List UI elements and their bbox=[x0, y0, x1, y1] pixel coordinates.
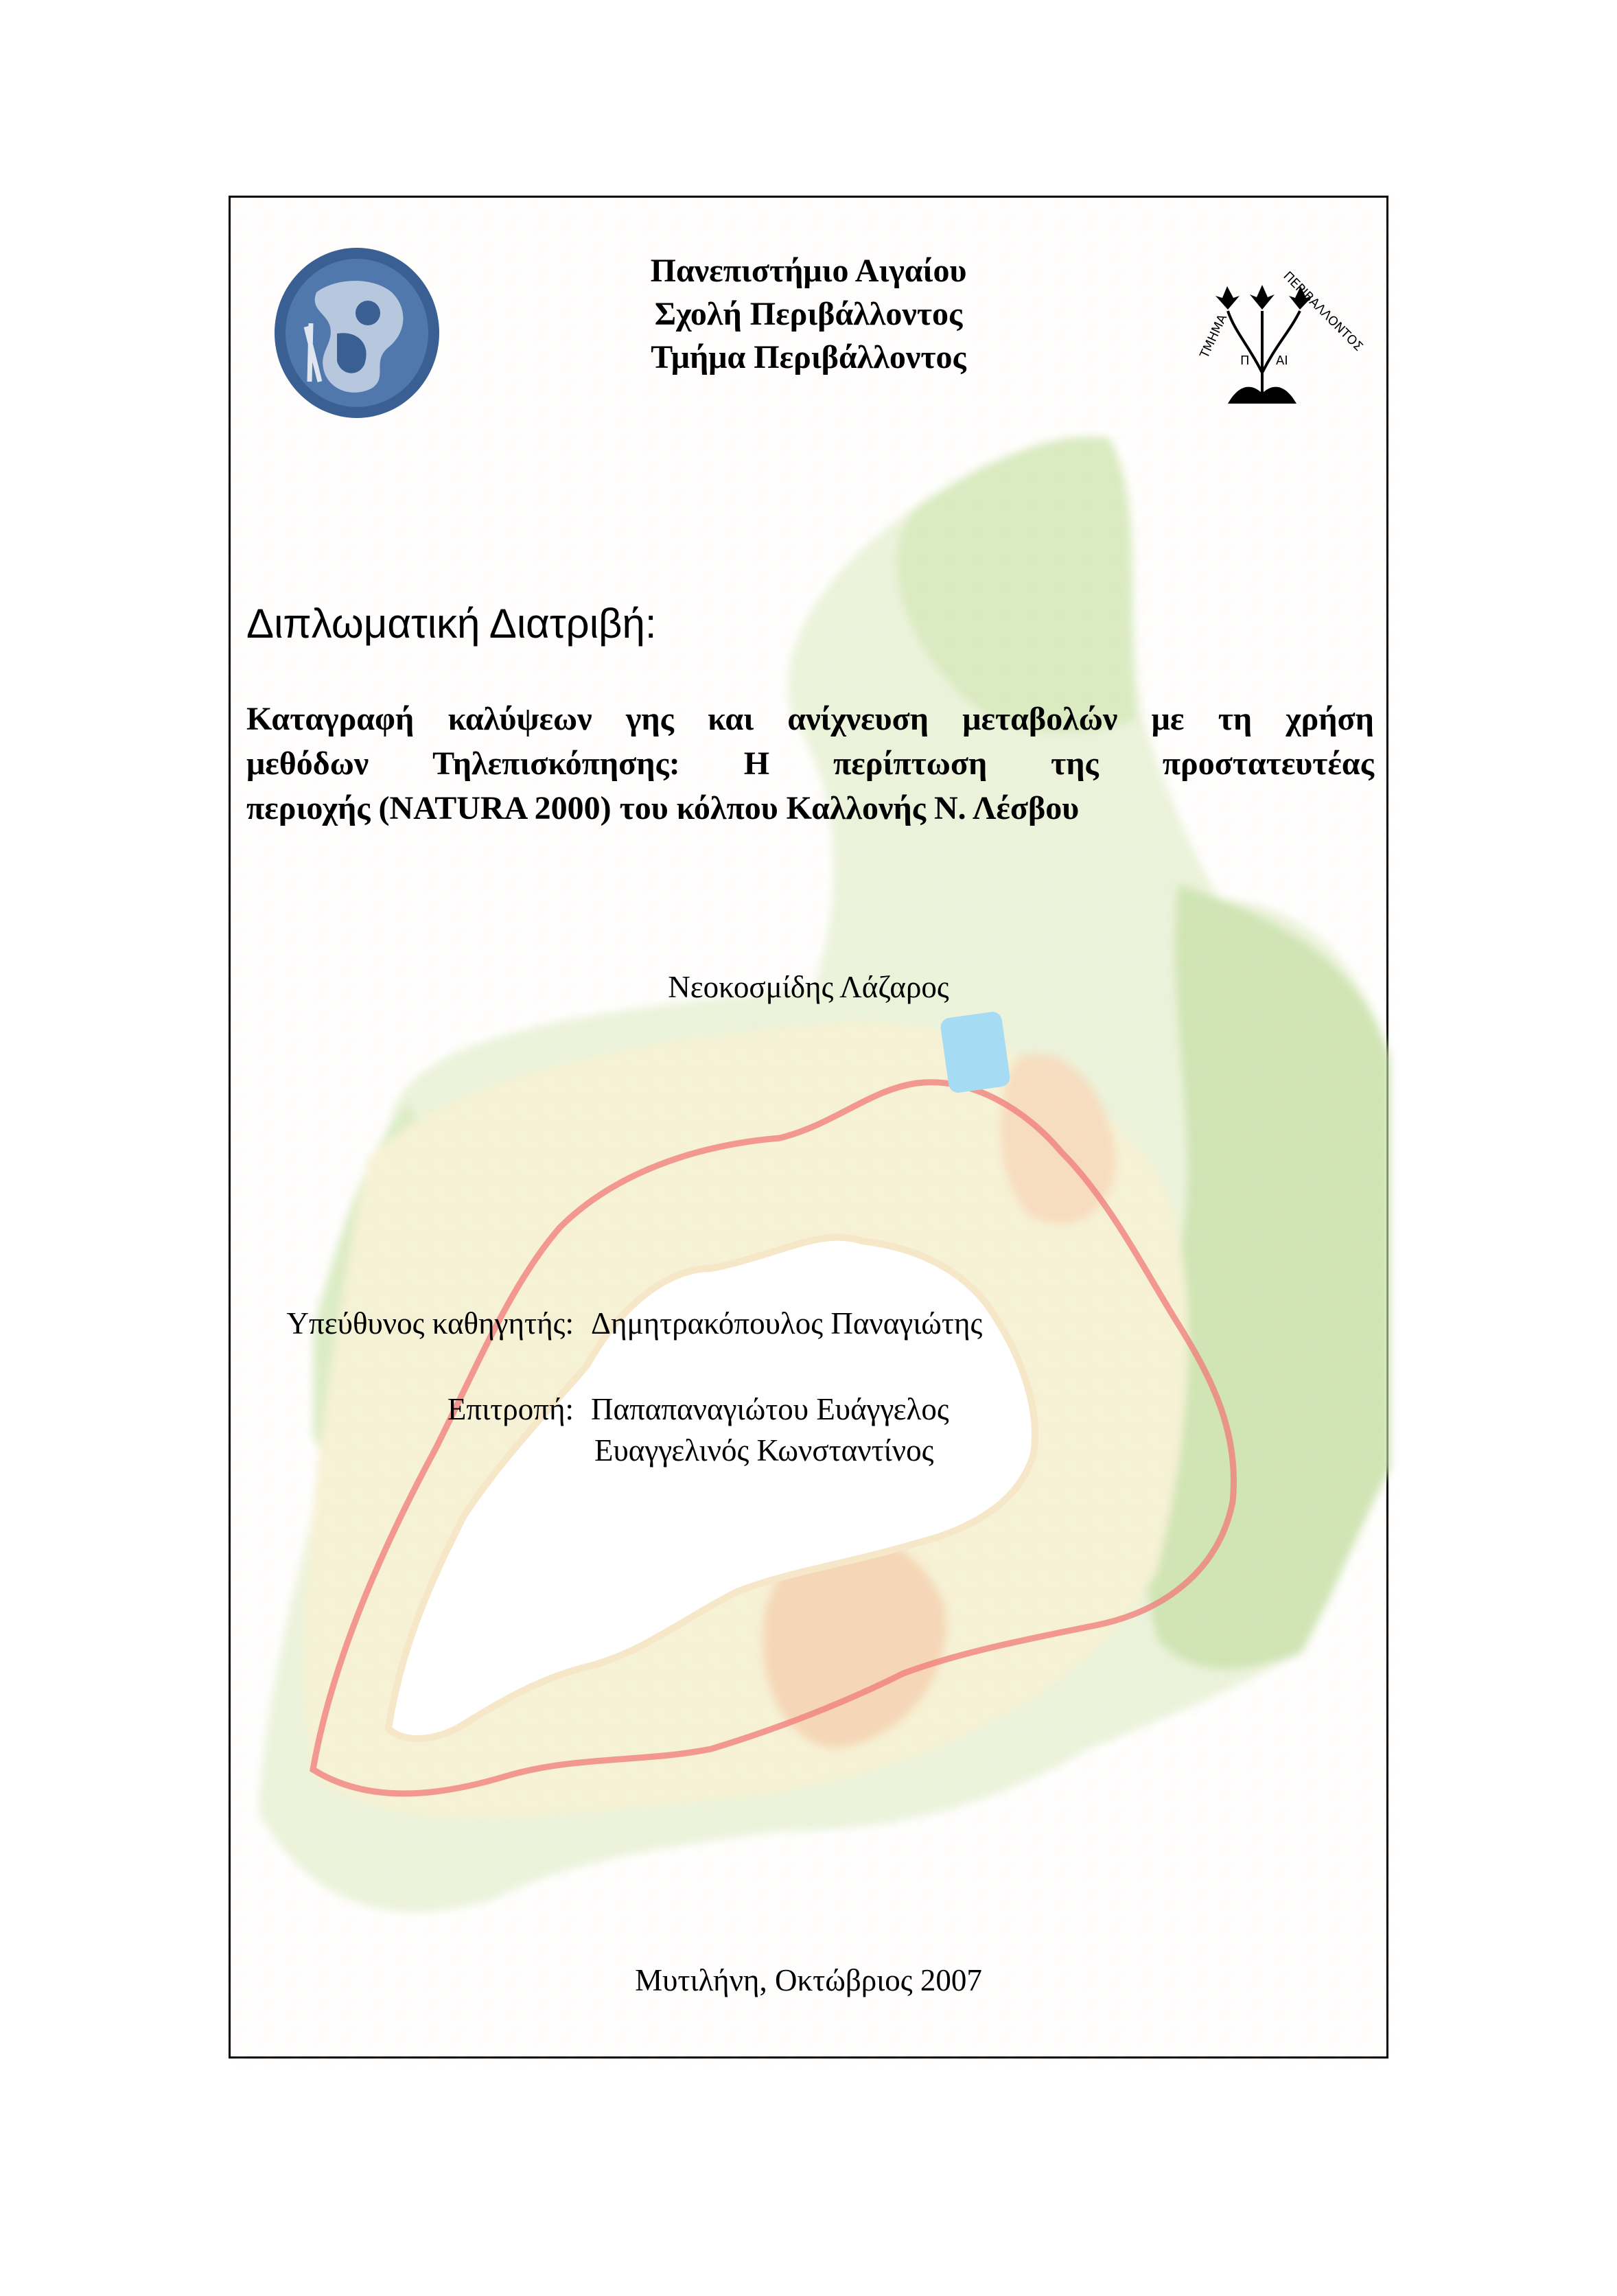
committee-member: Ευαγγελινός Κωνσταντίνος bbox=[594, 1433, 934, 1468]
supervisor-name: Δημητρακόπουλος Παναγιώτης bbox=[591, 1306, 983, 1341]
committee-member: Παπαπαναγιώτου Ευάγγελος bbox=[591, 1392, 949, 1426]
title-word: με bbox=[1151, 701, 1185, 737]
svg-text:ΤΜΗΜΑ: ΤΜΗΜΑ bbox=[1197, 312, 1231, 361]
kalloni-gulf-map-background bbox=[231, 198, 1391, 2061]
title-word: προστατευτέας bbox=[1162, 745, 1374, 782]
salt-pans-water bbox=[940, 1010, 1011, 1093]
title-word: της bbox=[1051, 745, 1099, 782]
title-word: Η bbox=[743, 745, 770, 782]
svg-text:Π: Π bbox=[1240, 353, 1250, 368]
thesis-title-line-1 bbox=[246, 697, 1374, 741]
supervisor-label: Υπεύθυνος καθηγητής: bbox=[286, 1306, 574, 1341]
author-name: Νεοκοσμίδης Λάζαρος bbox=[668, 970, 949, 1004]
title-word: καλύψεων bbox=[447, 701, 592, 737]
title-word: μεθόδων bbox=[246, 745, 369, 782]
svg-text:ΑΙ: ΑΙ bbox=[1276, 353, 1288, 368]
committee-label: Επιτροπή: bbox=[447, 1392, 574, 1426]
title-word: μεταβολών bbox=[962, 701, 1118, 737]
title-word: γης bbox=[625, 701, 674, 737]
svg-text:ΠΕΡΙΒΑΛΛΟΝΤΟΣ: ΠΕΡΙΒΑΛΛΟΝΤΟΣ bbox=[1280, 268, 1366, 354]
title-word: τη bbox=[1218, 701, 1253, 737]
university-name: Πανεπιστήμιο Αιγαίου bbox=[650, 253, 967, 289]
title-word: περίπτωση bbox=[833, 745, 988, 782]
place-and-date: Μυτιλήνη, Οκτώβριος 2007 bbox=[635, 1963, 982, 1997]
thesis-title-line-3: περιοχής (NATURA 2000) του κόλπου Καλλονής Ν. Λέσβου bbox=[246, 790, 1080, 826]
cover-frame bbox=[229, 196, 1388, 2059]
title-word: και bbox=[708, 701, 754, 737]
title-word: ανίχνευση bbox=[787, 701, 929, 737]
title-word: Τηλεπισκόπησης: bbox=[432, 745, 680, 782]
school-name: Σχολή Περιβάλλοντος bbox=[654, 296, 963, 332]
title-word: χρήση bbox=[1286, 701, 1374, 737]
title-word: Καταγραφή bbox=[246, 701, 415, 737]
thesis-title-line-2 bbox=[246, 741, 1374, 786]
document-type-label: Διπλωματική Διατριβή: bbox=[246, 601, 657, 647]
department-name: Τμήμα Περιβάλλοντος bbox=[651, 339, 966, 375]
